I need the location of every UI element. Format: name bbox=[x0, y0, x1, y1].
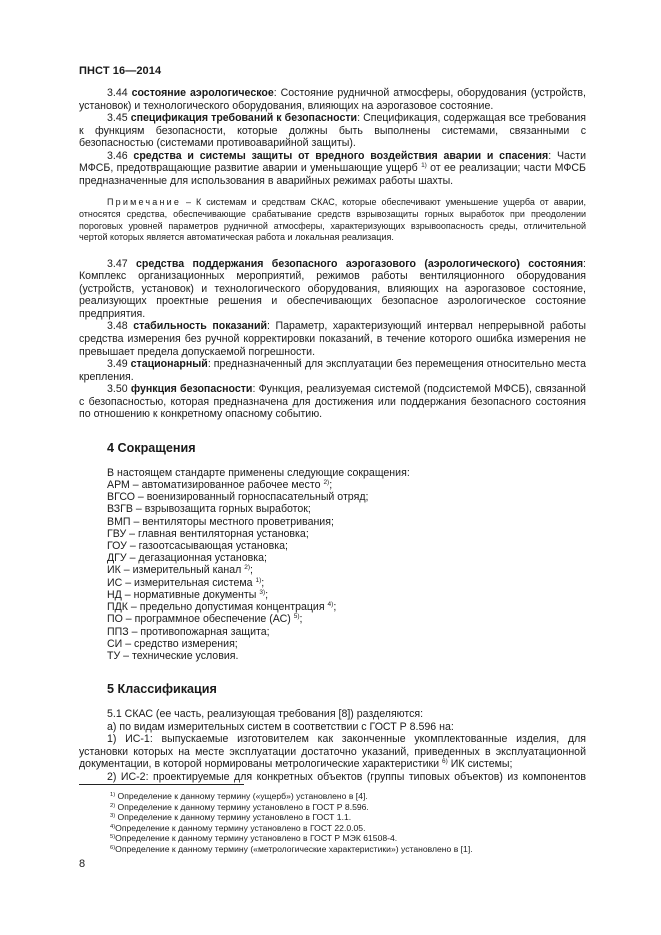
abbreviation-text: АРМ – автоматизированное рабочее место bbox=[107, 479, 321, 492]
term-3-49 bbox=[79, 358, 586, 383]
abbreviation-item: ВГСО – военизированный горноспасательный отряд; bbox=[107, 491, 369, 504]
term-name: спецификация требований к безопасности bbox=[130, 112, 358, 125]
footnote-text: Определение к данному термину установлено в ГОСТ Р МЭК 61508-4. bbox=[115, 833, 398, 844]
note-label: Примечание bbox=[107, 197, 182, 208]
term-number: 3.50 bbox=[107, 383, 128, 396]
footnote-ref[interactable]: 5) bbox=[293, 613, 300, 621]
footnote-text: Определение к данному термину установлено в ГОСТ Р 8.596. bbox=[117, 801, 369, 812]
footnote-mark: 3) bbox=[110, 813, 116, 820]
clause-5-1-a-1 bbox=[79, 733, 586, 771]
term-3-45 bbox=[79, 112, 586, 150]
term-definition: : Функция, реализуемая системой (подсистемой МФСБ), связанной с безопасностью, которая предназначена для достижения или поддержания безопасного состояния по отношению к конкретному опасному событию. bbox=[79, 383, 586, 421]
term-name: стабильность показаний bbox=[133, 320, 267, 333]
abbreviation-item bbox=[107, 577, 586, 589]
term-3-48 bbox=[79, 320, 586, 358]
term-number: 3.46 bbox=[107, 149, 128, 162]
abbreviation-item: ВЗГВ – взрывозащита горных выработок; bbox=[107, 503, 311, 516]
section-4-heading: 4 Сокращения bbox=[107, 440, 196, 455]
footnote-ref[interactable]: 4) bbox=[327, 601, 334, 609]
term-definition: : предназначенный для эксплуатации без перемещения относительно места крепления. bbox=[79, 358, 586, 383]
abbreviation-end: ; bbox=[329, 479, 333, 492]
abbreviation-text: НД – нормативные документы bbox=[107, 588, 257, 601]
footnote-text: Определение к данному термину установлено в ГОСТ 22.0.05. bbox=[115, 822, 366, 833]
term-number: 3.49 bbox=[107, 358, 128, 371]
abbreviation-text: ИС – измерительная система bbox=[107, 576, 253, 589]
footnote-text: Определение к данному термину («ущерб») установлено в [4]. bbox=[117, 791, 368, 801]
term-definition: : Параметр, характеризующий интервал непрерывной работы средства измерения без ручной корректировки показаний, в течение которого ошибка измерения не превышает предела допускаемой погрешности. bbox=[79, 320, 586, 358]
abbreviation-item: ППЗ – противопожарная защита; bbox=[107, 625, 270, 638]
abbreviation-item: ГВУ – главная вентиляторная установка; bbox=[107, 527, 309, 540]
abbreviation-item: СИ – средство измерения; bbox=[107, 637, 238, 650]
term-name: средства поддержания безопасного аэрогазового (аэрологического) состояния bbox=[135, 257, 584, 270]
document-header-id: ПНСТ 16—2014 bbox=[79, 65, 162, 77]
footnote-separator bbox=[79, 784, 244, 785]
footnote-item bbox=[110, 823, 590, 834]
footnote-mark: 6) bbox=[110, 844, 116, 851]
term-3-46 bbox=[79, 150, 586, 188]
document-body bbox=[79, 87, 586, 783]
abbreviation-item bbox=[107, 479, 586, 491]
abbreviation-end: ; bbox=[250, 564, 253, 577]
abbreviation-item bbox=[107, 589, 586, 601]
note-paragraph bbox=[79, 197, 586, 243]
term-name: функция безопасности bbox=[130, 383, 253, 396]
abbreviation-text: ПО – программное обеспечение (АС) bbox=[107, 613, 291, 626]
footnote-ref[interactable]: 2) bbox=[323, 479, 330, 487]
footnote-mark: 1) bbox=[110, 792, 116, 798]
abbreviation-item: ДГУ – дегазационная установка; bbox=[107, 552, 267, 565]
abbreviation-item: ГОУ – газоотсасывающая установка; bbox=[107, 540, 288, 553]
clause-5-1: 5.1 СКАС (ее часть, реализующая требования [8]) разделяются: bbox=[107, 708, 424, 721]
term-3-47 bbox=[79, 258, 586, 321]
abbreviation-end: ; bbox=[265, 588, 269, 601]
footnote-item bbox=[110, 791, 590, 802]
term-number: 3.47 bbox=[107, 257, 128, 270]
term-name: средства и системы защиты от вредного воздействия аварии и спасения bbox=[133, 149, 549, 162]
footnote-text: Определение к данному термину («метрологические характеристики») установлено в [1]. bbox=[115, 843, 473, 854]
footnote-item bbox=[110, 833, 590, 844]
abbreviation-item bbox=[107, 601, 586, 613]
clause-5-1-a-2: 2) ИС-2: проектируемые для конкретных объектов (группы типовых объектов) из компонентов bbox=[107, 770, 586, 783]
footnote-ref[interactable]: 1) bbox=[421, 162, 427, 170]
abbreviations-list bbox=[107, 467, 586, 662]
term-definition: : Состояние рудничной атмосферы, оборудования (устройств, установок) и технологического оборудования, влияющих на аэрогазовое состояние. bbox=[79, 87, 586, 112]
abbreviation-item bbox=[107, 613, 586, 625]
term-definition: : Спецификация, содержащая все требования к функциям безопасности, которые должны быть выполнены системами, связанными с безопасностью (системами противоаварийной защиты). bbox=[79, 112, 586, 150]
footnote-mark: 5) bbox=[110, 834, 116, 841]
clause-text: 1) ИС-1: выпускаемые изготовителем как законченные укомплектованные изделия, для установки которых на месте эксплуатации достаточно указаний, приведенных в эксплуатационной документации, в которой нормированы метрологические характеристики bbox=[79, 733, 586, 771]
footnotes bbox=[110, 791, 590, 855]
section-5-heading: 5 Классификация bbox=[107, 682, 217, 697]
term-number: 3.48 bbox=[107, 320, 128, 333]
footnote-ref[interactable]: 6) bbox=[442, 758, 448, 766]
abbreviation-item: ВМП – вентиляторы местного проветривания; bbox=[107, 515, 334, 528]
abbreviation-text: ИК – измерительный канал bbox=[107, 564, 242, 577]
abbreviation-end: ; bbox=[333, 601, 337, 614]
term-name: состояние аэрологическое bbox=[131, 87, 274, 99]
term-3-44 bbox=[79, 87, 586, 112]
footnote-item bbox=[110, 802, 590, 813]
abbreviations-intro: В настоящем стандарте применены следующие сокращения: bbox=[107, 466, 410, 479]
footnote-ref[interactable]: 2) bbox=[244, 564, 251, 572]
term-name: стационарный bbox=[130, 358, 208, 371]
footnote-ref[interactable]: 1) bbox=[255, 576, 262, 584]
term-number: 3.44 bbox=[107, 87, 128, 99]
abbreviation-end: ; bbox=[261, 576, 265, 589]
term-number: 3.45 bbox=[107, 112, 128, 125]
page-number: 8 bbox=[79, 858, 86, 870]
clause-5-1-a: а) по видам измерительных систем в соответствии с ГОСТ Р 8.596 на: bbox=[107, 720, 454, 733]
footnote-item bbox=[110, 812, 590, 823]
abbreviation-item bbox=[107, 564, 586, 576]
abbreviation-text: ПДК – предельно допустимая концентрация bbox=[107, 601, 325, 614]
footnote-mark: 4) bbox=[110, 823, 116, 830]
note-text: – К системам и средствам СКАС, которые обеспечивают уменьшение ущерба от аварии, относятся средства, обеспечивающие срабатывание средств взрывозащиты горных выработок при преодолении пороговых уровней параметров рудничной атмосферы, характеризующих взрывоопасность среды, отличительной чертой которых является автоматическая работа и локальная реализация. bbox=[79, 197, 586, 243]
term-definition: : Комплекс организационных мероприятий, режимов работы вентиляционного оборудования (устройств, установок) и технологического оборудования, влияющих на аэрогазовое состояние, реализующих проектные решения и обеспечивающих безопасное аэрологическое состояние предприятия. bbox=[79, 257, 586, 320]
term-definition: : Части МФСБ, предотвращающие развитие аварии и уменьшающие ущерб bbox=[79, 149, 586, 175]
abbreviation-item: ТУ – технические условия. bbox=[107, 649, 239, 662]
clause-text-cont: ИК системы; bbox=[447, 758, 513, 771]
footnote-text: Определение к данному термину установлено в ГОСТ 1.1. bbox=[117, 812, 352, 823]
abbreviation-end: ; bbox=[299, 613, 303, 626]
footnote-mark: 2) bbox=[110, 802, 116, 809]
term-definition-cont: от ее реализации; части МФСБ предназначенные для использования в аварийных режимах работы шахты. bbox=[79, 162, 586, 187]
term-3-50 bbox=[79, 383, 586, 421]
footnote-item bbox=[110, 844, 590, 855]
footnote-ref[interactable]: 3) bbox=[259, 588, 266, 596]
